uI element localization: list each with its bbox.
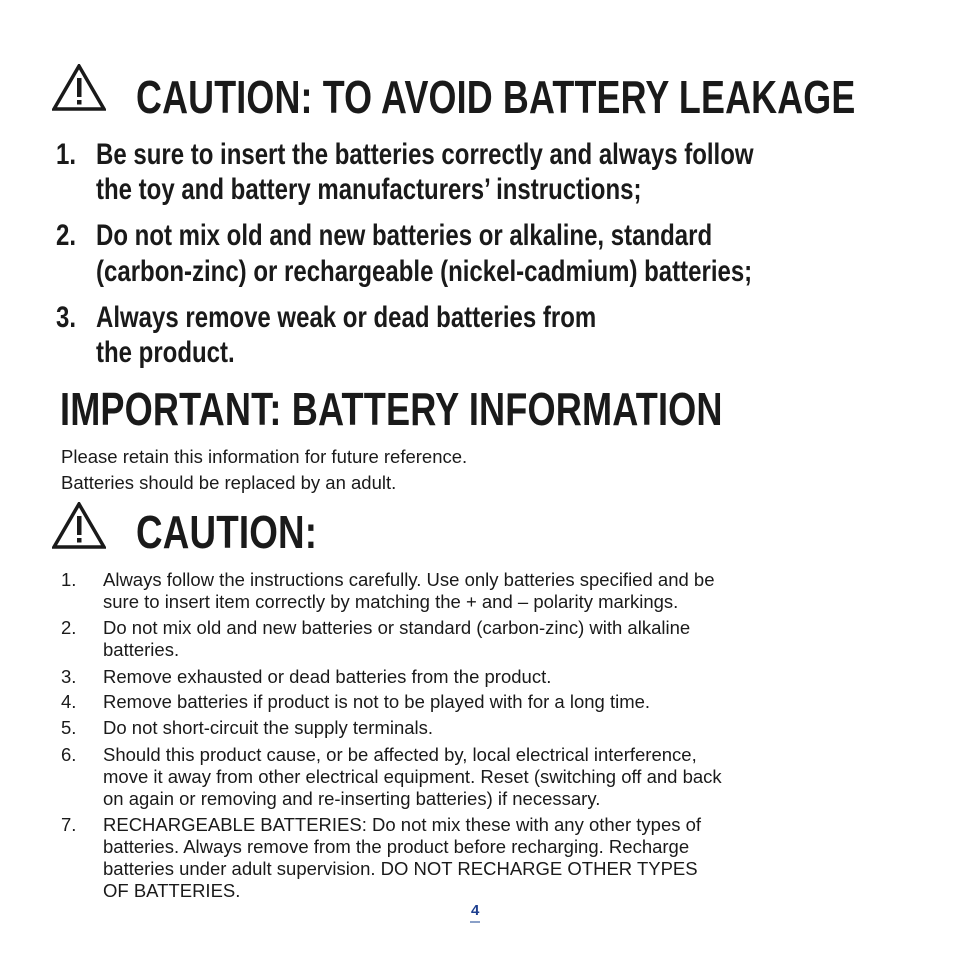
important-title: IMPORTANT: BATTERY INFORMATION	[60, 383, 723, 435]
caution-heading	[52, 502, 106, 550]
caution-title: CAUTION:	[136, 506, 318, 558]
warning-triangle-icon	[52, 502, 106, 550]
caution-leakage-title: CAUTION: TO AVOID BATTERY LEAKAGE	[136, 71, 856, 123]
caution-leakage-heading	[52, 64, 106, 112]
page-number: 4	[470, 903, 480, 923]
warning-triangle-icon	[52, 64, 106, 112]
info-line: Batteries should be replaced by an adult.	[61, 472, 397, 493]
info-line: Please retain this information for future reference.	[61, 446, 468, 467]
